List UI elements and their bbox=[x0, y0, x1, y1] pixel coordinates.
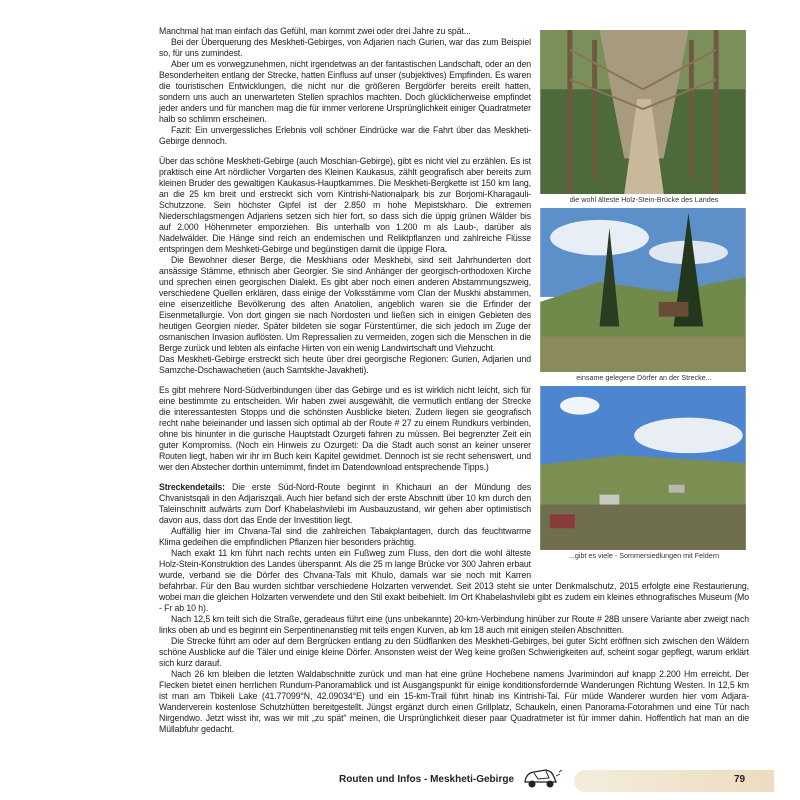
paragraph: Die Bewohner dieser Berge, die Meskhians oder Meskhebi, sind seit Jahrhunderten dort ansässige Stämme, ethnisch aber Georgier. Sie sind Anhänger der georgisch-orthodoxen Kirche und sprechen einen georgischen Dialekt. Es gibt aber noch einen anderen Abstammungszweig, verschiedene Quellen erklären, dass einige der Volksstämme vom Clan der Muskhi abstammen, eine eisenzeitliche Bevölkerung des alten Anatolien, angeblich waren sie die Erfinder der Eisenmetallurgie. Von dort gingen sie nach Nordosten und ließen sich in einigen Gebieten des heutigen Georgien nieder. Später bildeten sie sogar Fürstentümer, die sich jedoch im Zuge der osmanischen Invasion auflösten. Um Repressalien zu vermeiden, zogen sich die Menschen in die Berge zurück und lebten als einfache Hirten von ein wenig Landwirtschaft und Viehzucht. bbox=[159, 255, 531, 353]
photo-caption: ...gibt es viele - Sommersiedlungen mit Feldern bbox=[568, 551, 720, 560]
photo-summer-settlements bbox=[539, 386, 747, 550]
paragraph: Aber um es vorwegzunehmen, nicht irgendetwas an der fantastischen Landschaft, oder an den Besonderheiten entlang der Strecke, hatten Einfluss auf unser (subjektives) Empfinden. Es waren die touristischen Entwicklungen, die nicht nur die größeren Bergdörfer bereits ereilt hatten, sondern uns auch an unerwarteten Stellen sprachlos machten. Doch glücklicherweise empfindet jeder anders und für manchen mag die für immer verlorene Ursprünglichkeit einiger Quadratmeter halb so schlimm erscheinen. bbox=[159, 59, 531, 124]
photo-caption: die wohl älteste Holz-Stein-Brücke des Landes bbox=[569, 195, 719, 204]
page-footer bbox=[0, 766, 800, 800]
section-label: Streckendetails: bbox=[159, 482, 225, 492]
photo-wooden-bridge bbox=[539, 30, 747, 194]
photo-village bbox=[539, 208, 747, 372]
car-icon bbox=[522, 767, 564, 789]
page-body bbox=[159, 26, 749, 735]
photo-caption: einsame gelegene Dörfer an der Strecke... bbox=[576, 373, 712, 382]
paragraph: Fazit: Ein unvergessliches Erlebnis voll schöner Eindrücke war die Fahrt über das Meskheti-Gebirge dennoch. bbox=[159, 125, 531, 146]
paragraph-text: Die erste Süd-Nord-Route beginnt in Khichauri an der Mündung des Chvanistsqali in den Adjariszqali. Auch hier befand sich der erste Abschnitt über 10 km durch den Taleinschnitt aufwärts zum Dorf Khabelashvilebi im Ausbauzustand, wir gehen aber optimistisch davon aus, dass dort das Ende der Investition liegt. bbox=[159, 482, 531, 525]
paragraph: Bei der Überquerung des Meskheti-Gebirges, von Adjarien nach Gurien, war das zum Beispiel so, für uns zumindest. bbox=[159, 37, 531, 58]
paragraph: Nach 12,5 km teilt sich die Straße, geradeaus führt eine (uns unbekannte) 20-km-Verbindung hinüber zur Route # 28B unsere Variante aber zweigt nach links oben ab und es beginnt ein Serpentinenanstieg mit teils engen Kurven, ab km 18 auch mit einigen steilen Abschnitten. bbox=[159, 614, 749, 635]
paragraph: Manchmal hat man einfach das Gefühl, man kommt zwei oder drei Jahre zu spät... bbox=[159, 26, 471, 36]
photo-column bbox=[539, 30, 749, 576]
spacer bbox=[0, 735, 800, 766]
paragraph: Es gibt mehrere Nord-Südverbindungen über das Gebirge und es ist wirklich nicht leicht, sich für eine bestimmte zu entscheiden. Wir haben zwei ausgewählt, die vermutlich entlang der Strecke die interessantesten Stopps und die schönsten Ausblicke bieten. Zudem liegen sie geografisch recht nahe beieinander und lassen sich optimal ab der Route # 27 zu einem Rundkurs verbinden, ohne bis hinunter in die gurische Hauptstadt Ozurgeti fahren zu müssen. Bei begrenzter Zeit ein guter Kompromiss. (Noch ein Hinweis zu Ozurgeti: Da die Stadt auch sonst an keiner unserer Routen liegt, haben wir ihr im Buch kein Kapitel gewidmet. Dennoch ist sie recht sehenswert, und wer den Abstecher dorthin unternimmt, findet im Datendownload entsprechende Tipps.) bbox=[159, 385, 531, 472]
paragraph: Das Meskheti-Gebirge erstreckt sich heute über drei georgische Regionen: Gurien, Adjarien und Samzche-Dschawachetien (auch Samtskhe-Javakheti). bbox=[159, 354, 531, 375]
paragraph: Über das schöne Meskheti-Gebirge (auch Moschian-Gebirge), gibt es nicht viel zu erzählen. Es ist praktisch eine Art nördlicher Vorgarten des Kleinen Kaukasus, zählt geografisch aber bereits zum kleinen Bruder des gewaltigen Kaukasus-Hauptkammes. Die Meskheti-Bergkette ist 150 km lang, an die 25 km breit und erstreckt sich vom Kintrishi-Nationalpark bis zur Borjomi-Kharagauli-Schutzzone. Sein höchster Gipfel ist der 2.850 m hohe Mepistskharo. Die extremen Niederschlagsmengen Adjariens setzen sich hier fort, so dass sich die üppig grünen Wälder bis auf 2.000 Höhenmeter emporziehen. Bis unterhalb von 1.200 m als Laub-, darüber als Nadelwälder. Die Hänge sind reich an endemischen und Reliktpflanzen und zahlreiche Flüsse entspringen dem Meshketi-Gebirge und begünstigen damit die üppige Flora. bbox=[159, 156, 531, 254]
running-footer-title: Routen und Infos - Meskheti-Gebirge bbox=[339, 774, 515, 785]
paragraph: Nach exakt 11 km führt nach rechts unten ein Fußweg zum Fluss, den dort die wohl älteste Holz-Stein-Konstruktion des Landes überspannt. Als die 25 m lange Brücke vor 300 Jahren erbaut wurde, verband sie die Dörfer des Chvana-Tals mit Khulo, damals war sie noch mit Karren befahrbar. Für den Bau wurden sichtbar verschiedene Holzarten verwendet. Seit 2013 steht sie unter Denkmalschutz, 2015 erfolgte eine Restaurierung, wobei man die gleichen Holzarten verwendete und den Stil exakt beibehielt. Im Ort Khabelashvilebi gibt es zudem ein kleines ethnografisches Museum (Mo - Fr ab 10 h). bbox=[159, 548, 749, 613]
page-number: 79 bbox=[734, 774, 746, 785]
paragraph: Nach 26 km bleiben die letzten Waldabschnitte zurück und man hat eine grüne Hochebene namens Jvarimindori auf knapp 2.200 Hm erreicht. Der Flecken bietet einen herrlichen Rundum-Panoramablick und ist Ausgangspunkt für einige konditionsfordernde Wanderungen Richtung Westen. In 12,5 km ist man am Tbikeli Lake (41.77099°N, 42.09034°E) und ein 15-km-Trail führt hinab ins Kintrishi-Tal. Für müde Wanderer wurden hier vom Adjara-Wanderverein kostenlose Schutzhütten bereitgestellt. Jüngst ergänzt durch einen Grillplatz, Schaukeln, einen Panorama-Fotorahmen und eine Tür nach Nirgendwo. Jetzt wisst ihr, was wir mit „zu spät“ meinen, die Ursprünglichkeit dieser paar Quadratmeter ist für immer dahin. Hoffentlich hat man an die Müllabfuhr gedacht. bbox=[159, 669, 749, 734]
paragraph: Die Strecke führt am oder auf dem Bergrücken entlang zu den Südflanken des Meskheti-Gebirges, bei guter Sicht eröffnen sich zwischen den Wäldern schöne Ausblicke auf die Täler und einige kleine Dörfer. Ansonsten weist der Weg keine großen Schwierigkeiten auf, scheint sogar gepflegt, warum erklärt sich kurz darauf. bbox=[159, 636, 749, 668]
paragraph: Auffällig hier im Chvana-Tal sind die zahlreichen Tabakplantagen, durch das feuchtwarme Klima gedeihen die empfindlichen Pflanzen hier besonders prächtig. bbox=[159, 526, 531, 547]
